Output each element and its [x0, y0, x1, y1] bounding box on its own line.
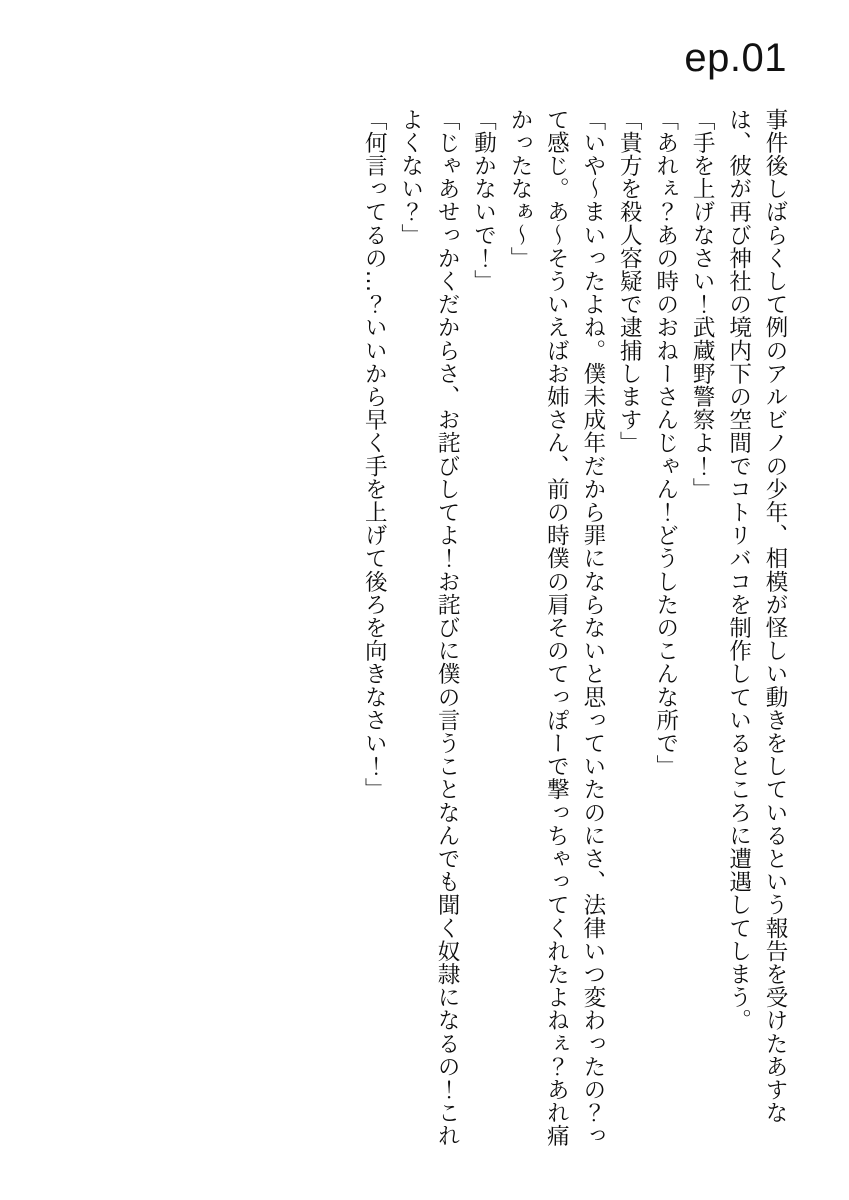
- paragraph-line-3: 「貴方を殺人容疑で逮捕します」: [616, 108, 643, 455]
- paragraph-line-7: 「何言ってるの…？いいから早く手を上げて後ろを向きなさい！」: [361, 108, 388, 801]
- paragraph-line-6: 「じゃあせっかくだからさ、お詫びしてよ！お詫びに僕の言うことなんでも聞く奴隷になるの！これよくない？」: [397, 108, 461, 1148]
- vertical-text-body: [233, 108, 793, 1168]
- paragraph-line-1: 「手を上げなさい！武蔵野警察よ！」: [689, 108, 716, 501]
- paragraph-intro: 事件後しばらくして例のアルビノの少年、相模が怪しい動きをしているという報告を受けたあすなは、彼が再び神社の境内下の空間でコトリバコを制作しているところに遭遇してしまう。: [725, 108, 788, 1125]
- paragraph-line-5: 「動かないで！」: [470, 108, 497, 293]
- paragraph-line-4: 「いや～まいったよね。僕未成年だから罪にならないと思っていたのにさ、法律いつ変わったの？って感じ。あ～そういえばお姉さん、前の時僕の肩そのてっぽーで撃っちゃってくれたよねぇ？あれ痛かったなぁ～」: [506, 108, 606, 1148]
- paragraph-line-2: 「あれぇ？あの時のおねーさんじゃん！どうしたのこんな所で」: [652, 108, 679, 778]
- episode-label: ep.01: [684, 36, 787, 80]
